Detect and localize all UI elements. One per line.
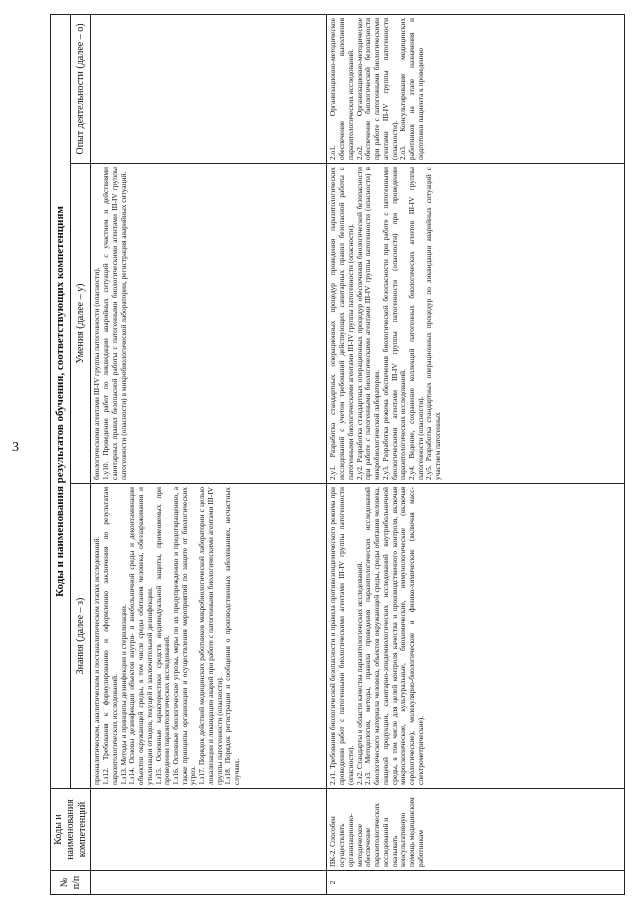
header-num: № п/п [51,871,91,895]
row1-skills-item: биологическими агентами III-IV группы патогенности (опасности). [92,267,102,480]
row2-skills-item: 2.у2. Разработка стандартных операционных процедур обеспечения биологической безопасности при работе с патогенными биологическими агентами III-IV группы патогенности (опасности) в микробиологической лаборатории. [354,167,382,480]
row2-knowledge-item: 2.з3. Методология, методы, правила проведения паразитологических исследований биологического материала человека, объектов окружающей среды, среды обитания человека, пищевой продукции, санитарно-эпидемиологических исследований внутрибольничной среды, в том числе для целей контроля качества и производственного контроля, включая микроскопические, культуральные, биохимические, иммунологические (включая серологические), молекулярно-биологические и физико-химические (включая масс-спектрометрические). [363,487,425,785]
header-experience: Опыт деятельности (далее – о) [70,14,91,163]
row2-skills-item: 2.у3. Разработка режима обеспечения биологической безопасности при работе с патогенными биологическими агентами III-IV группы патогенности (опасности) при проведении паразитологических исследований. [380,167,408,480]
header-codes: Коды и наименования компетенций [51,789,91,871]
table-row [91,14,327,894]
header-main: Коды и наименования результатов обучения, соответствующих компетенциям [51,14,71,788]
row1-knowledge-item: 1.з13. Методы и принципы дезинфекции и стерилизации. [118,604,128,785]
row1-knowledge-item: 1.з16. Основные биологические угрозы, меры по их предупреждению и предотвращению, а также принципы организации и осуществления мероприятий по защите от биологических угроз. [171,487,198,785]
row1-competency [91,789,327,871]
competency-table [50,14,625,895]
row2-experience-item: 2.о3. Консультирование медицинских работников на этапе назначения и подготовки пациента к проведению [398,17,425,160]
row1-knowledge [91,484,327,789]
row2-skills-item: 2.у1. Разработка стандартных операционных процедур проведения паразитологических исследований с учетом требований действующих санитарных правил безопасной работы с патогенными биологическими агентами III-IV группы патогенности (опасности). [328,167,355,480]
row2-experience-item: 2.о1. Организационно-методическое обеспечение выполнения паразитологических исследований. [328,17,355,160]
row2-knowledge-item: 2.з2. Стандарты в области качества паразитологических исследований. [354,561,364,785]
header-knowledge: Знания (далее – з) [70,484,91,789]
header-skills: Умения (далее – у) [70,164,91,484]
rotated-table-container [50,15,625,895]
row1-knowledge-item: преаналитическом, аналитическом и постаналитическом этапах исследований. [92,536,102,785]
row2-competency: ПК-2. Способен осуществлять организационно-методическое обеспечение паразитологических исследований и оказывать консультативную помощь медицинским работникам [327,789,625,871]
page-number: 3 [12,440,19,455]
table-row [327,14,625,894]
row1-knowledge-item: 1.з14. Основы дезинфекции объектов внутри- и внебольничной среды и деконтаминации объектов окружающей среды, в том числе среды обитания человека, обеззараживания и утилизации отходов, текущей и заключительной дезинфекции. [127,487,154,785]
row2-num: 2 [327,871,625,895]
header-row-main [51,14,71,894]
row1-skills-item: 1.у10. Проведение работ по ликвидации аварийных ситуаций с участием и действиями санитарных правил безопасной работы с патогенными биологическими агентами III-IV группы патогенности (опасности) в микробиологической лаборатории, регистрация аварийных ситуаций. [101,167,128,480]
row2-experience [327,14,625,163]
row1-knowledge-item: 1.з18. Порядок регистрации и сообщения о производственных заболеваниях, несчастных случаях. [223,487,242,785]
row1-experience [91,14,327,163]
header-row-sub [70,14,91,894]
row1-knowledge-item: 1.з12. Требования к формулированию и оформлению заключения по результатам паразитологических исследований. [101,487,119,785]
row1-skills [91,164,327,484]
row2-knowledge [327,484,625,789]
row1-num [91,871,327,895]
row1-knowledge-item: 1.з15. Основные характеристики средств индивидуальной защиты, применяемых при проведении паразитологических исследований. [153,487,172,785]
row2-experience-item: 2.о2. Организационно-методическое обеспечение биологической безопасности при работе с патогенными биологическими агентами III-IV группы патогенности (опасности). [354,17,399,160]
row2-knowledge-item: 2.з1. Требования биологической безопасности и правила противоэпидемического режима при проведении работ с патогенными биологическими агентами III-IV группы патогенности (опасности). [328,487,355,785]
row2-skills [327,164,625,484]
row2-skills-item: 2.у4. Ведение, сохранение коллекций патогенных биологических агентов III-IV группы патогенности (опасности). [407,167,425,480]
row1-knowledge-item: 1.з17. Порядок действий медицинских работников микробиологической лаборатории с целью локализации и ликвидации аварий при работе с патогенными биологическими агентами III-IV группы патогенности (опасности). [197,487,224,785]
row2-skills-item: 2.у5. Разработка стандартных операционных процедур по ликвидации аварийных ситуаций с участием патогенных [424,167,443,480]
